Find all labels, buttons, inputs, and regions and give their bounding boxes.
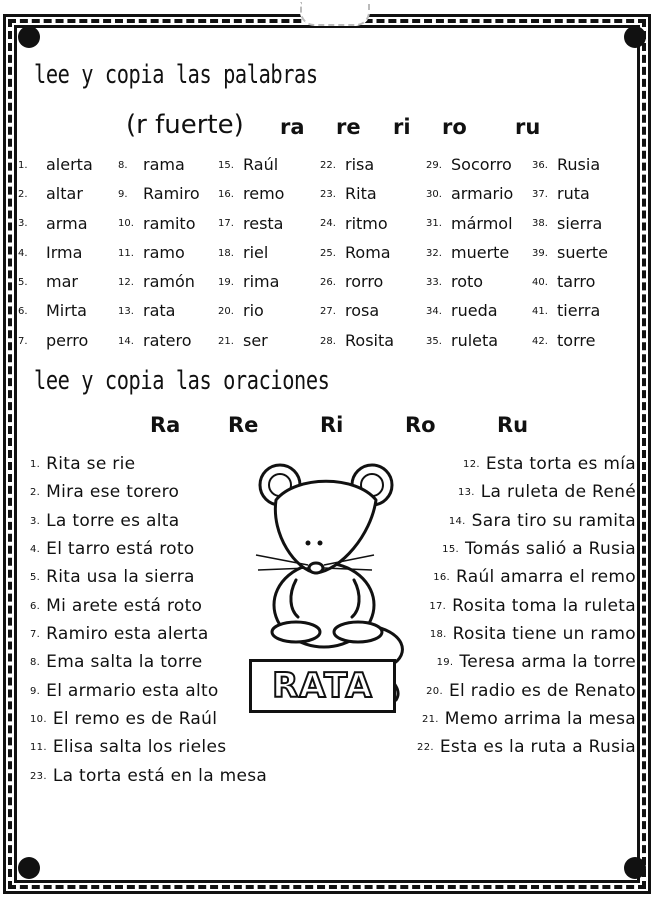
word-item: 4. Irma xyxy=(18,242,83,262)
syllable-ri: ri xyxy=(393,115,411,139)
word-list xyxy=(18,150,638,355)
word-item: 23. Rita xyxy=(320,184,377,204)
sentence-item: 16. Raúl amarra el remo xyxy=(433,567,636,587)
word-item: 39. suerte xyxy=(532,242,609,262)
word-column-1 xyxy=(18,150,93,355)
word-column-5 xyxy=(426,150,513,355)
word-item: 30. armario xyxy=(426,184,514,204)
words-syllable-row xyxy=(0,110,662,146)
corner-ornament-tl xyxy=(18,26,40,48)
syllable-Ru: Ru xyxy=(497,413,529,437)
word-item: 27. rosa xyxy=(320,301,380,321)
word-item: 12. ramón xyxy=(118,272,195,292)
word-item: 18. riel xyxy=(218,242,269,262)
syllable-Re: Re xyxy=(228,413,259,437)
word-item: 15. Raúl xyxy=(218,155,279,174)
sentence-item: 12. Esta torta es mía xyxy=(463,454,636,474)
sentence-item: 17. Rosita toma la ruleta xyxy=(429,596,636,616)
syllable-ra: ra xyxy=(280,115,305,139)
word-column-2 xyxy=(118,150,200,355)
word-item: 8. rama xyxy=(118,155,185,174)
word-item: 40. tarro xyxy=(532,272,596,292)
word-item: 29. Socorro xyxy=(426,155,512,174)
word-item: 1. alerta xyxy=(18,155,93,174)
sentences-heading: lee y copia las oraciones xyxy=(34,366,330,396)
word-item: 33. roto xyxy=(426,272,484,292)
word-item: 5. mar xyxy=(18,272,78,292)
word-item: 34. rueda xyxy=(426,301,498,321)
word-item: 21. ser xyxy=(218,330,268,350)
word-item: 2. altar xyxy=(18,184,83,204)
word-item: 25. Roma xyxy=(320,242,391,262)
sentence-item: 4. El tarro está roto xyxy=(30,539,195,559)
word-item: 3. arma xyxy=(18,213,88,233)
syllable-re: re xyxy=(336,115,361,139)
syllable-r-fuerte: (r fuerte) xyxy=(126,110,244,140)
syllable-ru: ru xyxy=(515,115,541,139)
word-item: 13. rata xyxy=(118,301,176,321)
sentence-item: 19. Teresa arma la torre xyxy=(436,652,636,672)
word-item: 26. rorro xyxy=(320,272,384,292)
sentence-item: 8. Ema salta la torre xyxy=(30,652,203,672)
word-item: 31. mármol xyxy=(426,213,513,233)
sentence-item: 22. Esta es la ruta a Rusia xyxy=(417,737,636,757)
word-item: 22. risa xyxy=(320,155,375,174)
sentence-item: 6. Mi arete está roto xyxy=(30,596,203,616)
sentence-item: 3. La torre es alta xyxy=(30,511,180,531)
word-item: 37. ruta xyxy=(532,184,590,204)
sentence-item: 23. La torta está en la mesa xyxy=(30,766,268,786)
sentence-item: 13. La ruleta de René xyxy=(457,482,636,502)
word-item: 42. torre xyxy=(532,330,596,350)
word-item: 14. ratero xyxy=(118,330,192,350)
word-column-4 xyxy=(320,150,394,355)
sentence-item: 9. El armario esta alto xyxy=(30,681,219,701)
word-item: 20. rio xyxy=(218,301,264,321)
word-item: 11. ramo xyxy=(118,242,185,262)
corner-ornament-bl xyxy=(18,857,40,879)
sentence-item: 7. Ramiro esta alerta xyxy=(30,624,209,644)
word-item: 36. Rusia xyxy=(532,155,601,174)
syllable-Ro: Ro xyxy=(405,413,436,437)
syllable-Ra: Ra xyxy=(150,413,181,437)
syllable-ro: ro xyxy=(442,115,467,139)
corner-ornament-br xyxy=(624,857,646,879)
sentence-item: 21. Memo arrima la mesa xyxy=(421,709,636,729)
sentence-item: 1. Rita se rie xyxy=(30,454,136,474)
word-item: 6. Mirta xyxy=(18,301,87,321)
word-item: 16. remo xyxy=(218,184,285,204)
sentences-syllable-row xyxy=(0,413,662,443)
sentence-item: 11. Elisa salta los rieles xyxy=(30,737,227,757)
rata-label: RATA xyxy=(272,666,373,706)
word-item: 38. sierra xyxy=(532,213,603,233)
word-item: 10. ramito xyxy=(118,213,196,233)
word-item: 24. ritmo xyxy=(320,213,388,233)
sentence-item: 14. Sara tiro su ramita xyxy=(448,511,636,531)
sentence-item: 2. Mira ese torero xyxy=(30,482,180,502)
word-item: 35. ruleta xyxy=(426,330,499,350)
word-item: 19. rima xyxy=(218,272,280,292)
words-heading: lee y copia las palabras xyxy=(34,60,318,90)
word-column-3 xyxy=(218,150,284,355)
word-item: 28. Rosita xyxy=(320,330,395,350)
syllable-Ri: Ri xyxy=(320,413,344,437)
word-item: 7. perro xyxy=(18,330,89,350)
sentence-item: 18. Rosita tiene un ramo xyxy=(429,624,636,644)
sentence-item: 5. Rita usa la sierra xyxy=(30,567,195,587)
word-item: 17. resta xyxy=(218,213,284,233)
sentence-item: 20. El radio es de Renato xyxy=(426,681,636,701)
rata-label-box xyxy=(249,659,396,713)
sentence-item: 10. El remo es de Raúl xyxy=(30,709,218,729)
top-tab-decoration xyxy=(300,2,370,26)
sentence-item: 15. Tomás salió a Rusia xyxy=(442,539,636,559)
word-item: 9. Ramiro xyxy=(118,184,200,204)
word-item: 32. muerte xyxy=(426,242,510,262)
word-item: 41. tierra xyxy=(532,301,601,321)
word-column-6 xyxy=(532,150,608,355)
corner-ornament-tr xyxy=(624,26,646,48)
